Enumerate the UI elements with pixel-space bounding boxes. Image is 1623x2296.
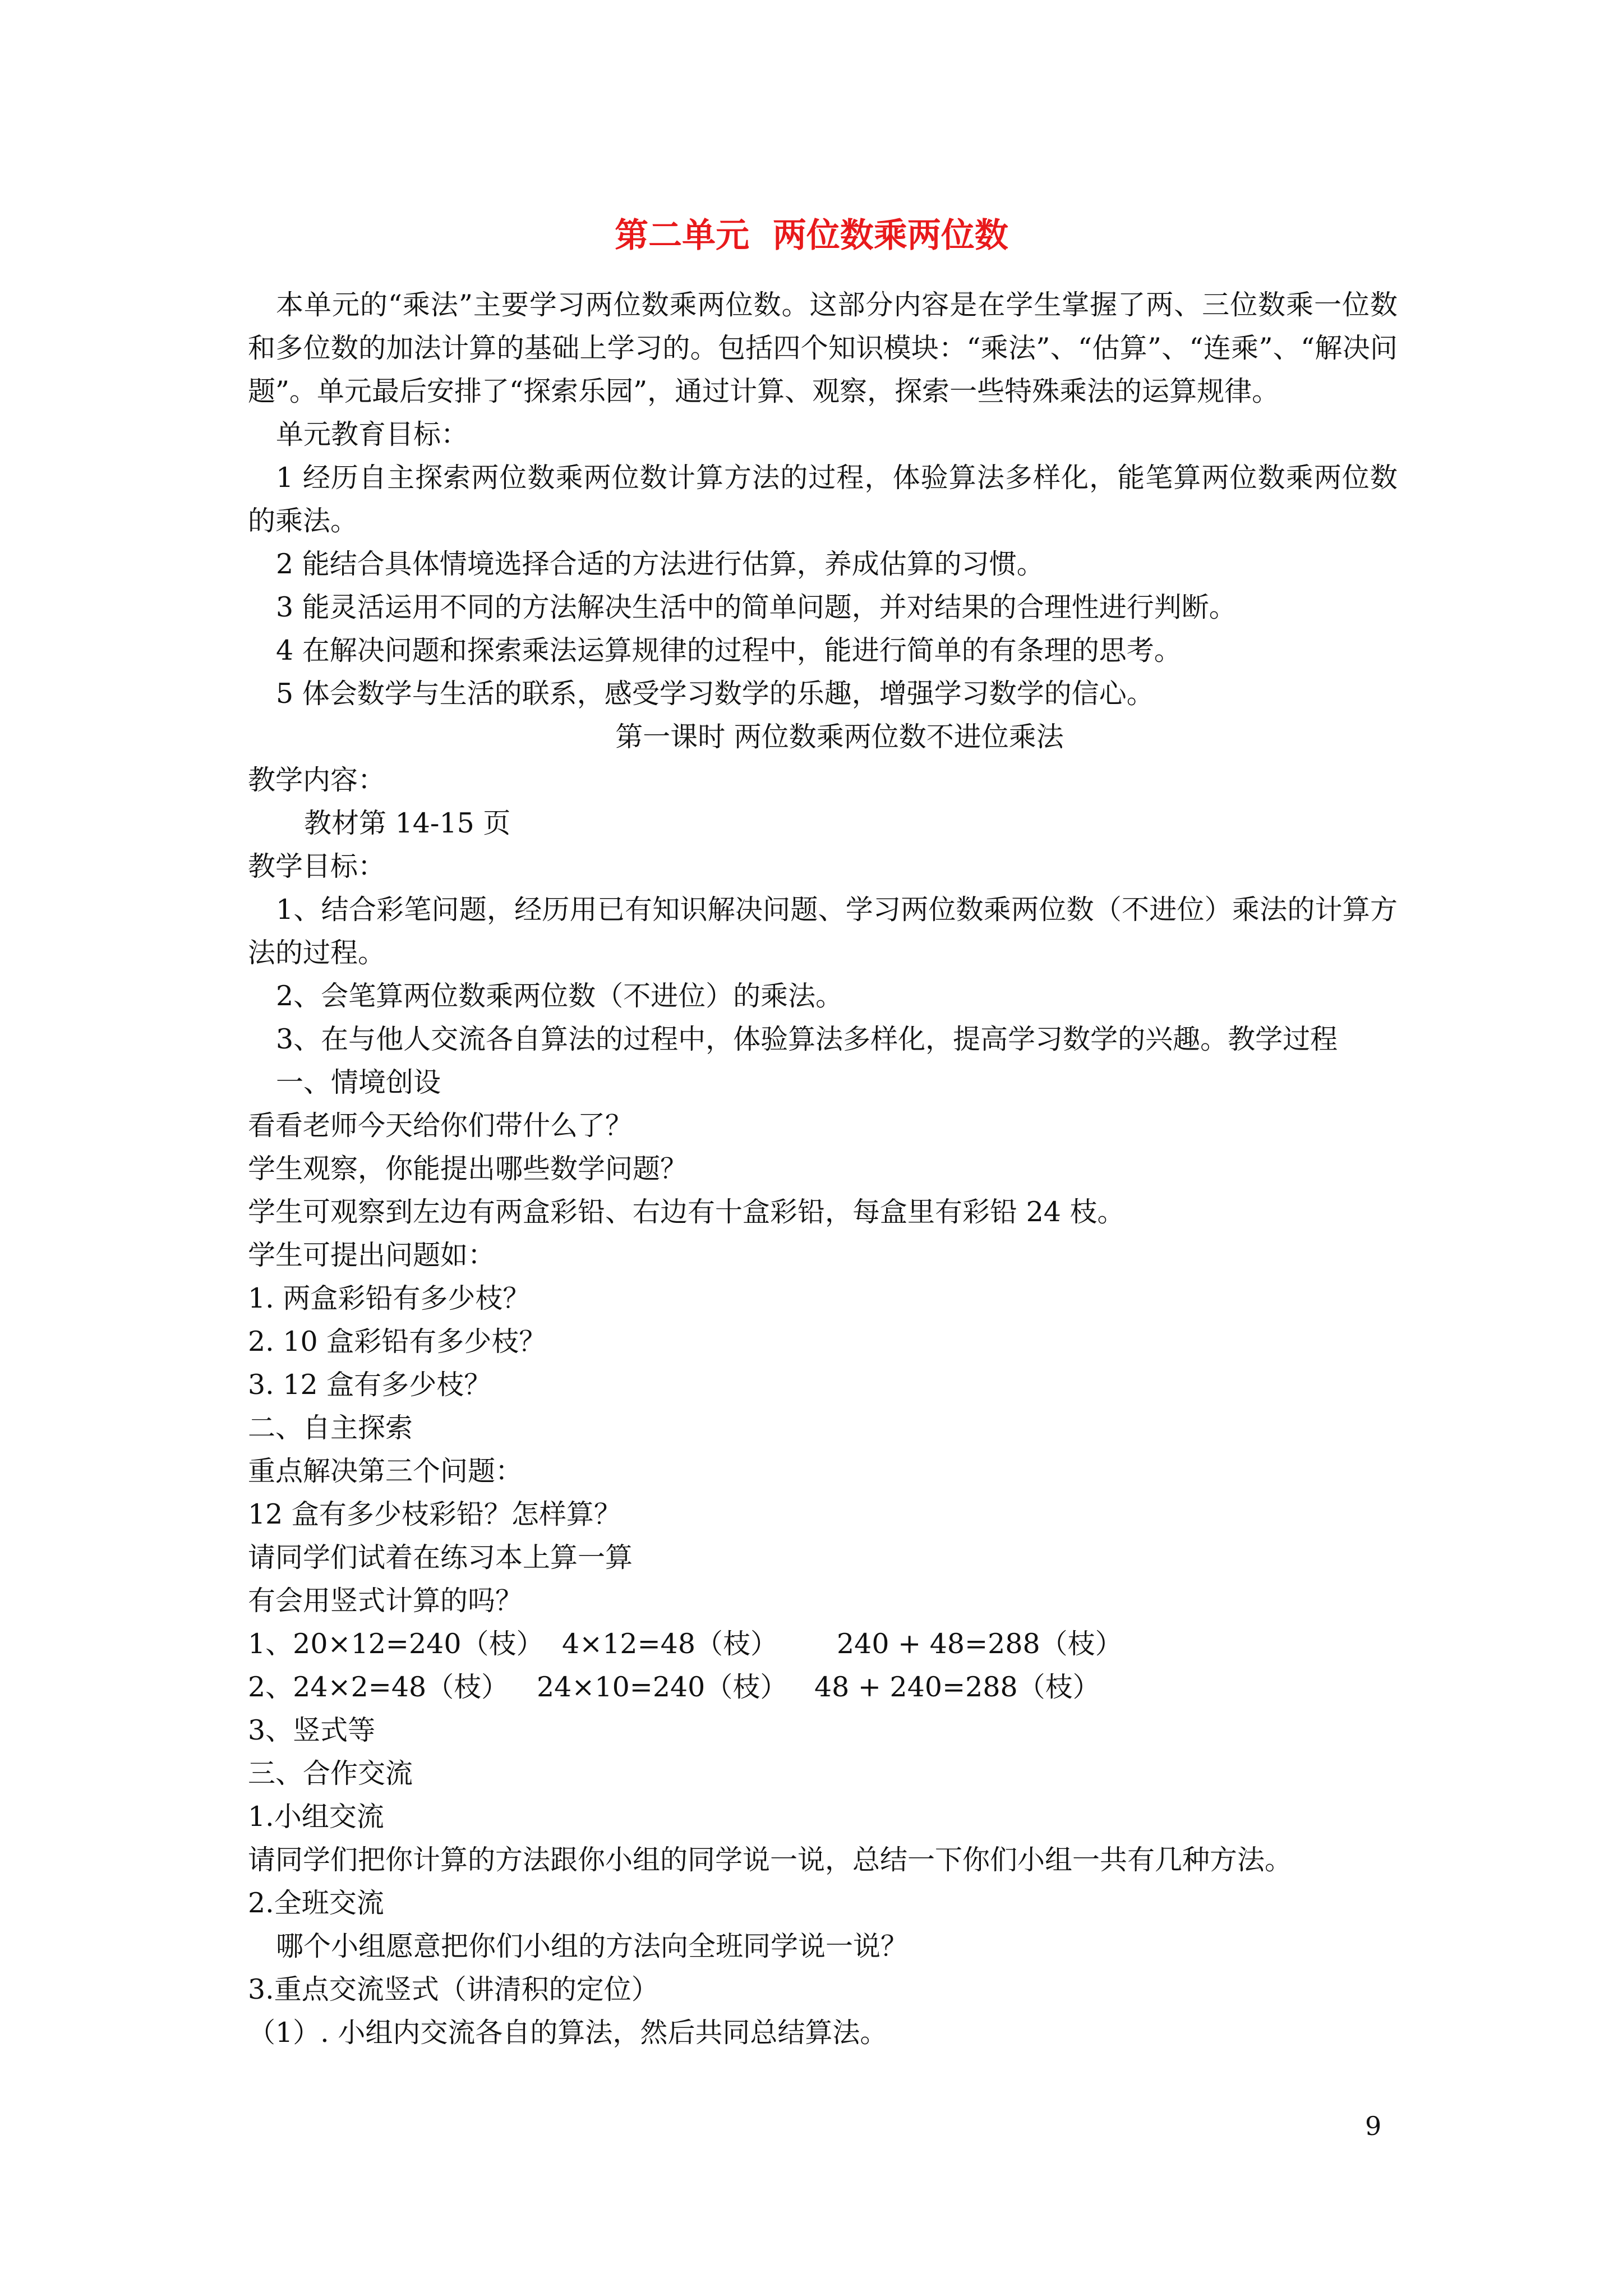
body-line: 2.全班交流 (248, 1887, 384, 1919)
objective-item: 3、在与他人交流各自算法的过程中，体验算法多样化，提高学习数学的兴趣。教学过程 (276, 1023, 1338, 1055)
goal-item: 3 能灵活运用不同的方法解决生活中的简单问题，并对结果的合理性进行判断。 (276, 591, 1237, 623)
intro-paragraph: 本单元的“乘法”主要学习两位数乘两位数。这部分内容是在学生掌握了两、三位数乘一位数和多位数的加法计算的基础上学习的。包括四个知识模块：“乘法”、“估算”、“连乘”、“解决问题”。单元最后安排了“探索乐园”，通过计算、观察，探索一些特殊乘法的运算规律。 (248, 289, 1398, 407)
body-line: 学生观察，你能提出哪些数学问题？ (248, 1153, 688, 1185)
goal-item: 1 经历自主探索两位数乘两位数计算方法的过程，体验算法多样化，能笔算两位数乘两位数的乘法。 (248, 462, 1398, 537)
body-line: 请同学们试着在练习本上算一算 (248, 1542, 633, 1573)
body-line: 学生可提出问题如： (248, 1239, 496, 1271)
body-line: 重点解决第三个问题： (248, 1455, 523, 1487)
section-heading-1: 一、情境创设 (276, 1066, 441, 1098)
body-line: （1）. 小组内交流各自的算法，然后共同总结算法。 (248, 2017, 888, 2049)
calc-step: 4×12=48（枝） (562, 1628, 778, 1660)
calc-step: 24×10=240（枝） (537, 1671, 788, 1703)
document-body (248, 283, 1398, 2054)
objective-item: 2、会笔算两位数乘两位数（不进位）的乘法。 (276, 980, 843, 1012)
goal-item: 5 体会数学与生活的联系，感受学习数学的乐趣，增强学习数学的信心。 (276, 678, 1154, 710)
question-item: 3. 12 盒有多少枝？ (248, 1369, 492, 1401)
question-item: 1. 两盒彩铅有多少枝？ (248, 1282, 531, 1314)
body-line: 请同学们把你计算的方法跟你小组的同学说一说，总结一下你们小组一共有几种方法。 (248, 1844, 1293, 1876)
goals-heading: 单元教育目标： (276, 418, 469, 450)
body-line: 12 盒有多少枝彩铅？怎样算？ (248, 1498, 621, 1530)
content-heading: 教学内容： (248, 764, 386, 796)
unit-title: 第二单元 两位数乘两位数 (615, 216, 1008, 255)
goal-item: 2 能结合具体情境选择合适的方法进行估算，养成估算的习惯。 (276, 548, 1044, 580)
section-heading-3: 三、合作交流 (248, 1757, 413, 1789)
body-line: 哪个小组愿意把你们小组的方法向全班同学说一说？ (276, 1930, 909, 1962)
calc-step: 2、24×2=48（枝） (248, 1671, 509, 1703)
calc-row (248, 1622, 1398, 1665)
calc-step: 48 + 240=288（枝） (814, 1671, 1100, 1703)
body-line: 1.小组交流 (248, 1801, 384, 1833)
calc-step: 1、20×12=240（枝） (248, 1628, 544, 1660)
page-number: 9 (1365, 2111, 1382, 2141)
body-line: 有会用竖式计算的吗？ (248, 1585, 523, 1617)
body-line: 学生可观察到左边有两盒彩铅、右边有十盒彩铅，每盒里有彩铅 24 枝。 (248, 1196, 1125, 1228)
calc-step: 240 + 48=288（枝） (837, 1628, 1123, 1660)
objective-item: 1、结合彩笔问题，经历用已有知识解决问题、学习两位数乘两位数（不进位）乘法的计算方法的过程。 (248, 894, 1398, 969)
calc-row (248, 1665, 1398, 1709)
body-line: 看看老师今天给你们带什么了？ (248, 1110, 633, 1142)
calc-step: 3、竖式等 (248, 1714, 376, 1746)
section-heading-2: 二、自主探索 (248, 1412, 413, 1444)
goal-item: 4 在解决问题和探索乘法运算规律的过程中，能进行简单的有条理的思考。 (276, 634, 1182, 666)
lesson-title: 第一课时 两位数乘两位数不进位乘法 (615, 721, 1064, 753)
question-item: 2. 10 盒彩铅有多少枝？ (248, 1326, 547, 1358)
objectives-heading: 教学目标： (248, 850, 386, 882)
body-line: 3.重点交流竖式（讲清积的定位） (248, 1973, 659, 2005)
content-text: 教材第 14-15 页 (304, 807, 511, 839)
